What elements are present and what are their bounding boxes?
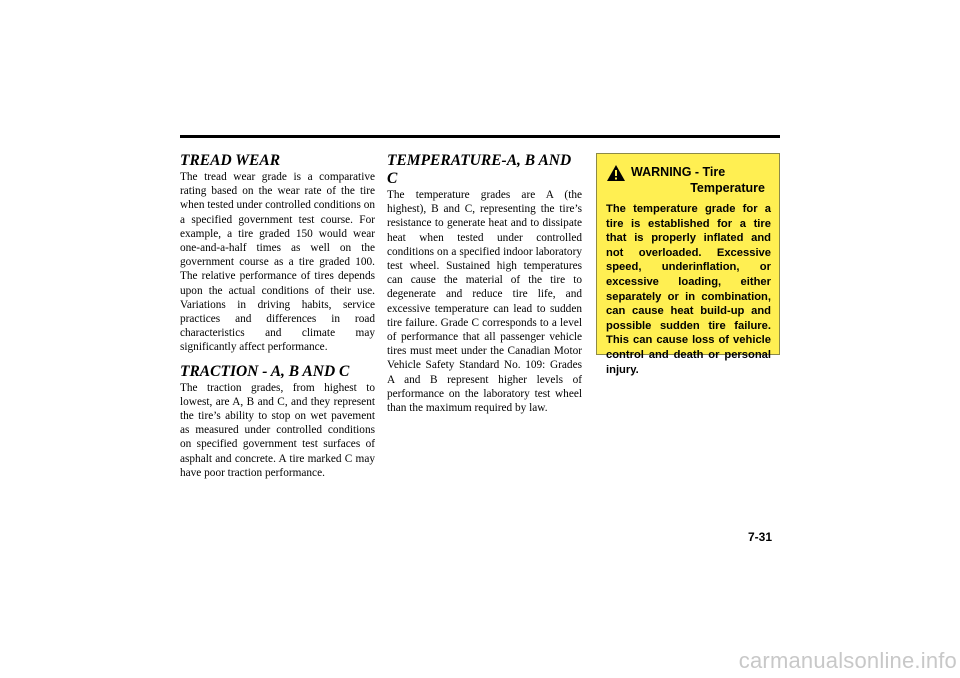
tread-wear-body: The tread wear grade is a comparative rating based on the wear rate of the tire when tested under controlled conditions on a specified government test course. For example, a tire graded 150 would wear one-and-a-half times as well on the government course as a tire graded 100. The relative performance of tires depends upon the actual conditions of their use. Variations in driving habits, service practices and differences in road characteristics and climate may significantly affect performance. (180, 171, 375, 354)
temperature-body: The temperature grades are A (the highest), B and C, representing the tire’s resistance to generate heat and to dissipate heat when tested under controlled conditions on a specified indoor laboratory test wheel. Sustained high temperatures can cause the material of the tire to degenerate and reduce tire life, and excessive temperature can lead to sudden tire failure. Grade C corresponds to a level of performance that all passenger vehicle tires must meet under the Canadian Motor Vehicle Safety Standard No. 109: Grades A and B represent higher levels of performance on the laboratory test wheel than the maximum required by law. (387, 189, 582, 415)
warning-title-line1: WARNING - Tire (631, 165, 726, 179)
watermark: carmanualsonline.info (738, 648, 957, 673)
left-column (180, 152, 375, 480)
traction-body: The traction grades, from highest to lowest, are A, B and C, and they represent the tire’s ability to stop on wet pavement as measured under controlled conditions on specified government test surfaces of asphalt and concrete. A tire marked C may have poor traction performance. (180, 381, 375, 479)
warning-header (606, 164, 771, 202)
page-number: 7-31 (748, 530, 773, 544)
warning-title-line2: Temperature (690, 181, 765, 195)
warning-triangle-icon (606, 164, 626, 182)
top-rule (180, 135, 780, 138)
middle-column (387, 152, 582, 415)
tread-wear-heading: TREAD WEAR (180, 152, 281, 169)
temperature-heading: TEMPERATURE-A, B AND C (387, 152, 572, 187)
warning-body: The temperature grade for a tire is established for a tire that is properly inflated and not overloaded. Excessive speed, underinflation, or excessive loading, either separately or in combination, can cause heat build-up and possible sudden tire failure. This can cause loss of vehicle control and death or personal injury. (606, 203, 771, 376)
traction-heading: TRACTION - A, B AND C (180, 362, 350, 380)
warning-box (596, 153, 780, 376)
